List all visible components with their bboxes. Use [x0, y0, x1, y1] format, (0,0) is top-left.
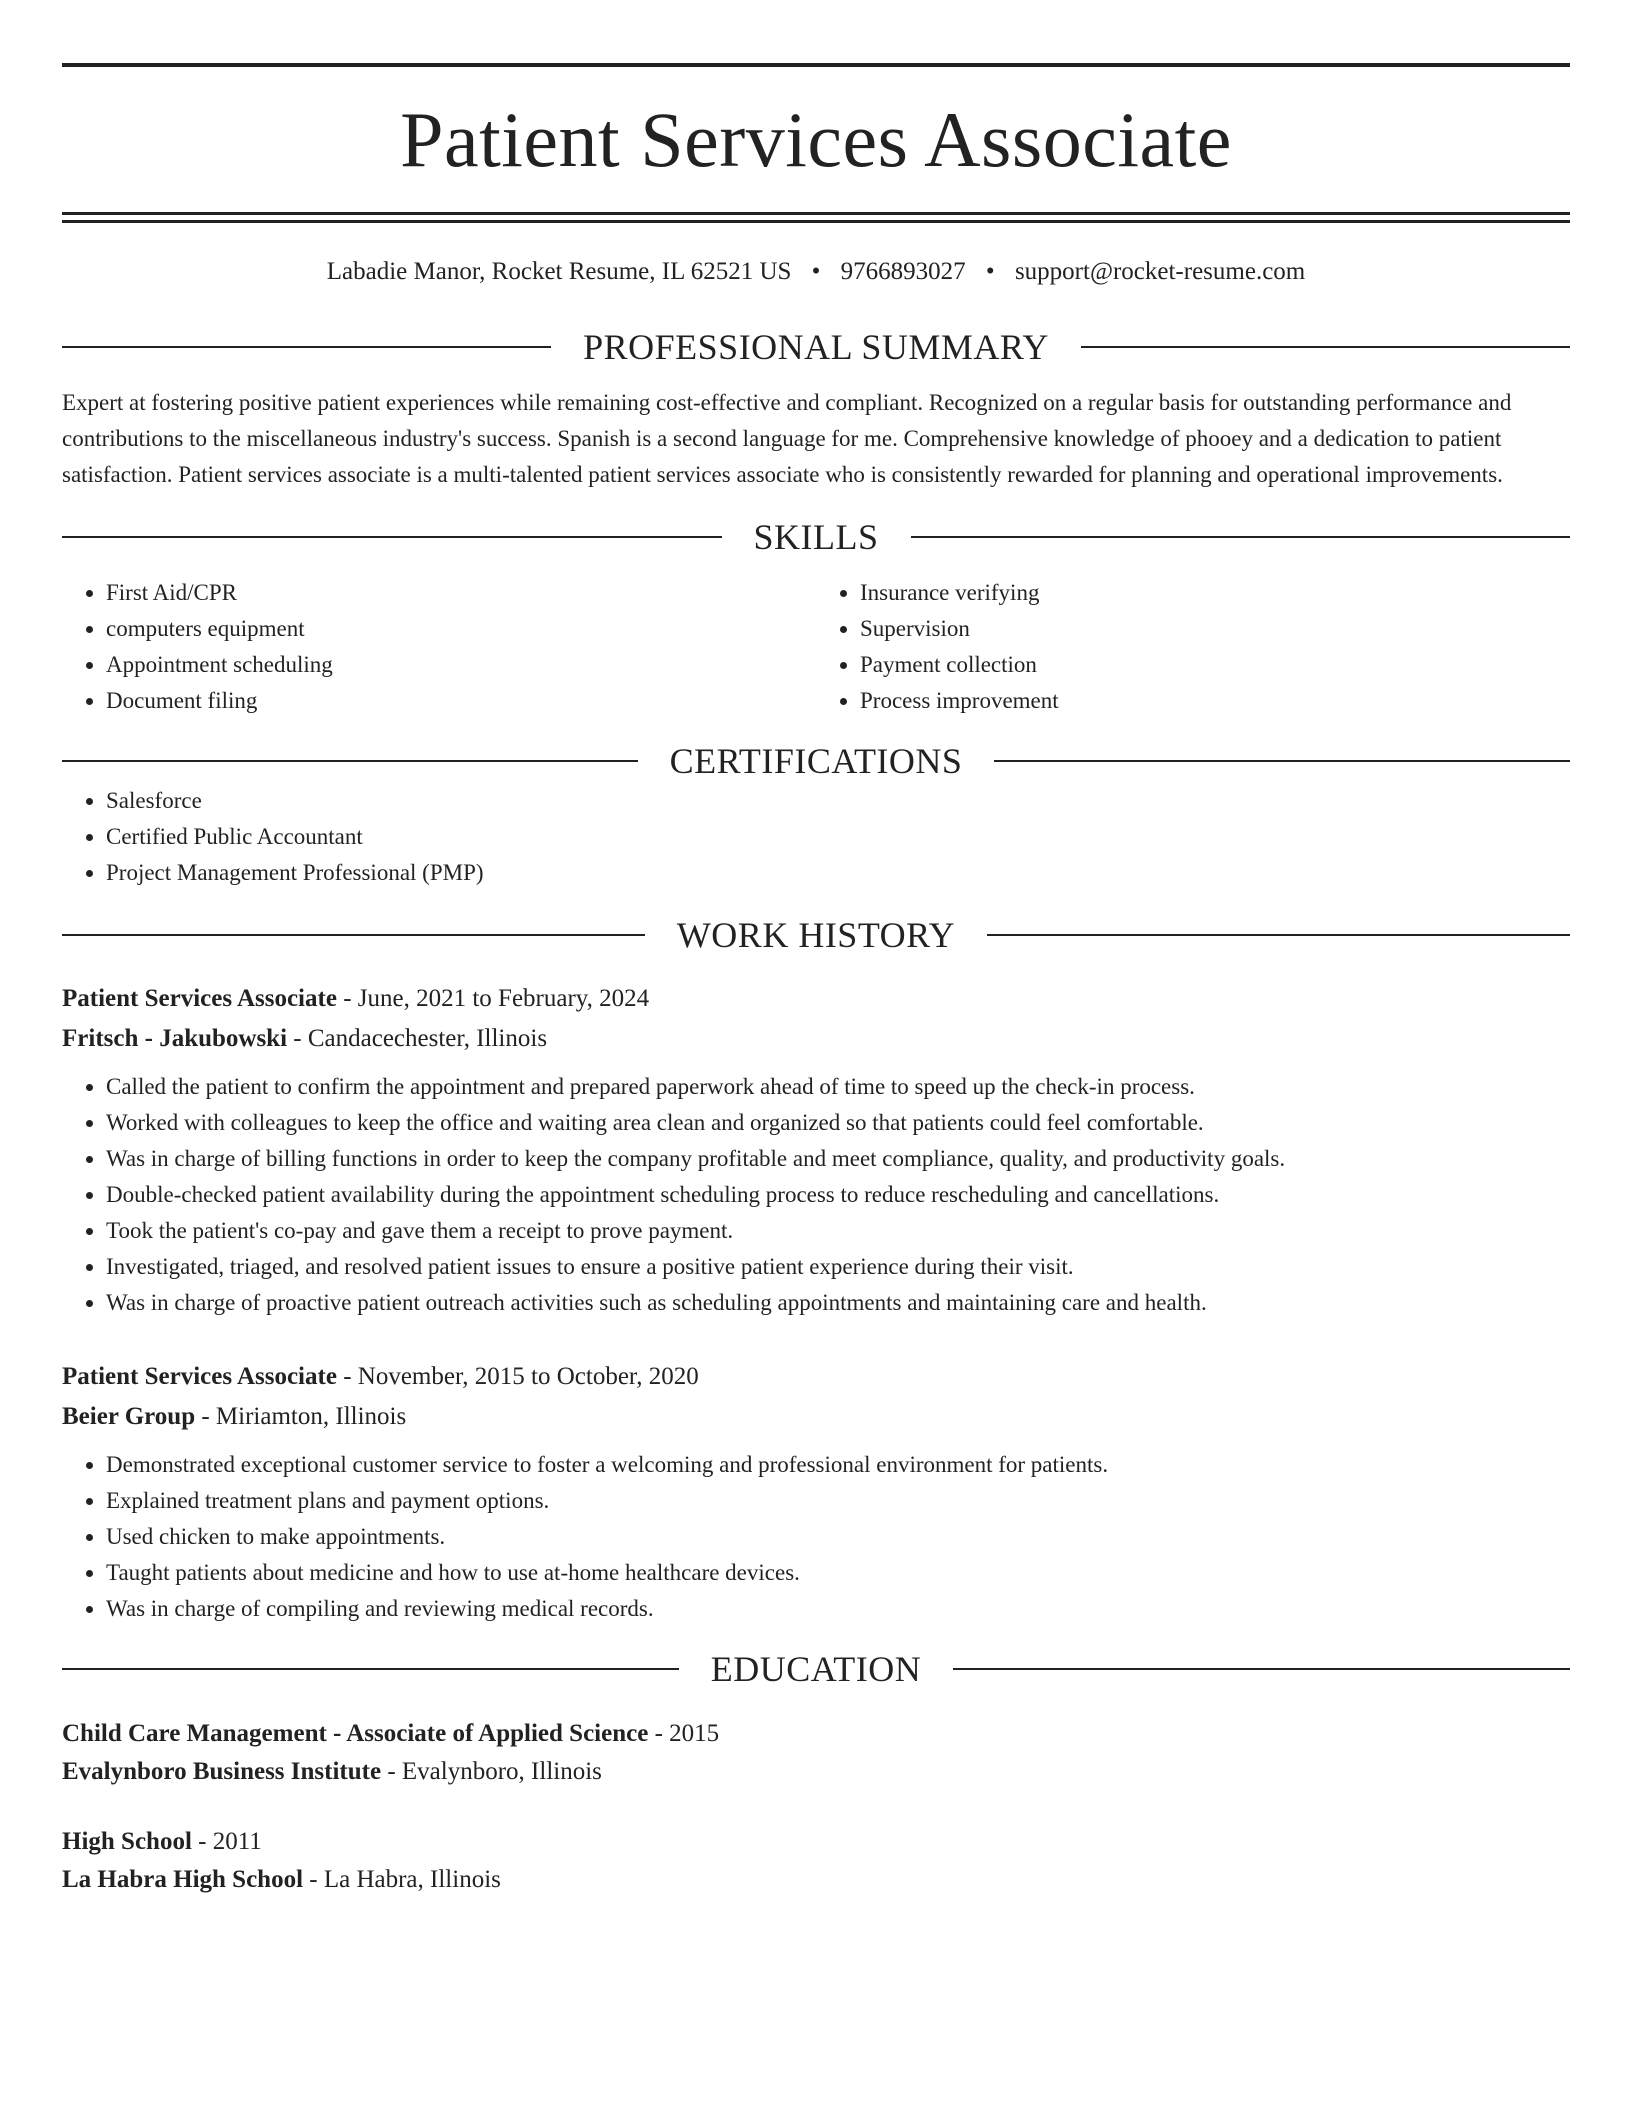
section-title: CERTIFICATIONS	[669, 741, 963, 781]
section-header-certifications	[62, 739, 1570, 783]
job-title-line	[62, 979, 1570, 1019]
education-location: - La Habra, Illinois	[303, 1866, 501, 1893]
section-rule	[62, 536, 722, 538]
skill-item: • Supervision	[860, 611, 1570, 647]
title-double-rule	[62, 212, 1570, 223]
education-degree-line	[62, 1823, 1570, 1861]
job-bullet: • Investigated, triaged, and resolved patient issues to ensure a positive patient experience during their visit.	[106, 1249, 1570, 1285]
resume-page	[62, 0, 1570, 1899]
job-bullets	[62, 1069, 1570, 1321]
skill-item: • Appointment scheduling	[106, 647, 816, 683]
skill-item: • computers equipment	[106, 611, 816, 647]
job-location: - Candacechester, Illinois	[287, 1025, 548, 1052]
education-year: - 2015	[648, 1720, 720, 1747]
job-bullet: • Was in charge of compiling and reviewing medical records.	[106, 1591, 1570, 1627]
contact-separator: •	[985, 258, 995, 285]
job-bullet: • Was in charge of billing functions in order to keep the company profitable and meet compliance, quality, and productivity goals.	[106, 1141, 1570, 1177]
skill-item: • Insurance verifying	[860, 575, 1570, 611]
section-title: PROFESSIONAL SUMMARY	[583, 327, 1049, 367]
skills-column-right	[816, 575, 1570, 719]
education-year: - 2011	[191, 1828, 262, 1855]
section-rule	[62, 1668, 679, 1670]
job-title-line	[62, 1357, 1570, 1397]
job-dates: - June, 2021 to February, 2024	[336, 985, 650, 1012]
skill-item: • First Aid/CPR	[106, 575, 816, 611]
section-rule	[987, 934, 1570, 936]
education-degree: High School	[62, 1828, 192, 1855]
skills-grid	[62, 575, 1570, 719]
section-rule	[62, 760, 638, 762]
job-title: Patient Services Associate	[62, 1363, 337, 1390]
education-school: La Habra High School	[62, 1866, 304, 1893]
education-entry	[62, 1823, 1570, 1899]
job-bullet: • Worked with colleagues to keep the office and waiting area clean and organized so that patients could feel comfortable.	[106, 1105, 1570, 1141]
job-dates: - November, 2015 to October, 2020	[336, 1363, 699, 1390]
job-bullet: • Took the patient's co-pay and gave them a receipt to prove payment.	[106, 1213, 1570, 1249]
contact-separator: •	[811, 258, 821, 285]
section-title: EDUCATION	[710, 1649, 922, 1689]
education-location: - Evalynboro, Illinois	[381, 1758, 602, 1785]
certification-item: • Project Management Professional (PMP)	[106, 855, 1570, 891]
page-title: Patient Services Associate	[400, 96, 1232, 183]
job-bullet: • Explained treatment plans and payment options.	[106, 1483, 1570, 1519]
job-company: Fritsch - Jakubowski	[62, 1025, 288, 1052]
job-bullet: • Used chicken to make appointments.	[106, 1519, 1570, 1555]
certifications-list	[62, 783, 1570, 891]
job-bullet: • Taught patients about medicine and how to use at-home healthcare devices.	[106, 1555, 1570, 1591]
skill-item: • Payment collection	[860, 647, 1570, 683]
section-header-education	[62, 1647, 1570, 1691]
section-rule	[994, 760, 1570, 762]
section-title: SKILLS	[753, 517, 879, 557]
section-rule	[953, 1668, 1570, 1670]
job-location: - Miriamton, Illinois	[195, 1403, 407, 1430]
section-header-summary	[62, 325, 1570, 369]
certification-item: • Certified Public Accountant	[106, 819, 1570, 855]
job-bullets	[62, 1447, 1570, 1627]
contact-line	[62, 257, 1570, 287]
job-entry	[62, 979, 1570, 1321]
contact-phone: 9766893027	[840, 258, 966, 285]
education-school: Evalynboro Business Institute	[62, 1758, 382, 1785]
section-rule	[1081, 346, 1570, 348]
certification-item: • Salesforce	[106, 783, 1570, 819]
job-company-line	[62, 1019, 1570, 1059]
skills-column-left	[62, 575, 816, 719]
job-company: Beier Group	[62, 1403, 196, 1430]
education-degree-line	[62, 1715, 1570, 1753]
job-bullet: • Double-checked patient availability during the appointment scheduling process to reduce rescheduling and cancellations.	[106, 1177, 1570, 1213]
job-company-line	[62, 1397, 1570, 1437]
summary-text: Expert at fostering positive patient experiences while remaining cost-effective and compliant. Recognized on a regular basis for outstanding performance and contributions to the miscellaneous industry's success. Spanish is a second language for me. Comprehensive knowledge of phooey and a dedication to patient satisfaction. Patient services associate is a multi-talented patient services associate who is consistently rewarded for planning and operational improvements.	[62, 390, 1512, 487]
education-school-line	[62, 1861, 1570, 1899]
job-bullet: • Was in charge of proactive patient outreach activities such as scheduling appointments and maintaining care and health.	[106, 1285, 1570, 1321]
education-degree: Child Care Management - Associate of Applied Science	[62, 1720, 649, 1747]
skill-item: • Process improvement	[860, 683, 1570, 719]
job-entry	[62, 1357, 1570, 1627]
education-entry	[62, 1715, 1570, 1791]
section-header-work-history	[62, 913, 1570, 957]
job-title: Patient Services Associate	[62, 985, 337, 1012]
section-rule	[62, 934, 645, 936]
section-rule	[911, 536, 1571, 538]
contact-address: Labadie Manor, Rocket Resume, IL 62521 US	[326, 258, 792, 285]
top-rule	[62, 63, 1570, 67]
job-bullet: • Demonstrated exceptional customer service to foster a welcoming and professional environment for patients.	[106, 1447, 1570, 1483]
education-school-line	[62, 1753, 1570, 1791]
contact-email: support@rocket-resume.com	[1014, 258, 1306, 285]
section-title: WORK HISTORY	[676, 915, 956, 955]
section-header-skills	[62, 515, 1570, 559]
section-rule	[62, 346, 551, 348]
job-bullet: • Called the patient to confirm the appointment and prepared paperwork ahead of time to speed up the check-in process.	[106, 1069, 1570, 1105]
skill-item: • Document filing	[106, 683, 816, 719]
